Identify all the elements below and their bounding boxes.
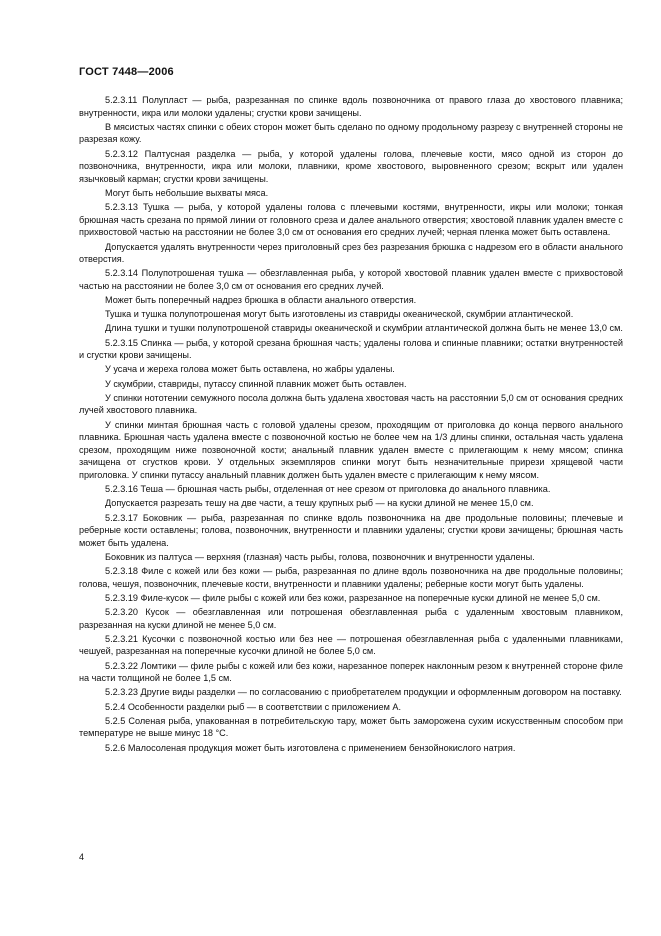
paragraph: У усача и жереха голова может быть оставлена, но жабры удалены.: [105, 364, 395, 375]
paragraph: 5.2.3.20 Кусок — обезглавленная или потрошеная обезглавленная рыба с удаленным хвостовым плавником, разрезанная на куски длиной не менее 5,0 см.: [79, 607, 623, 630]
paragraph: Допускается разрезать тешу на две части, а тешу крупных рыб — на куски длиной не менее 15,0 см.: [105, 498, 534, 509]
paragraph: 5.2.3.23 Другие виды разделки — по согласованию с приобретателем продукции и оформленным договором на поставку.: [105, 687, 622, 698]
paragraph: 5.2.3.11 Полупласт — рыба, разрезанная по спинке вдоль позвоночника от правого глаза до хвостового плавника; внутренности, икра или молоки удалены; сгустки крови зачищены.: [79, 95, 623, 118]
paragraph: 5.2.3.13 Тушка — рыба, у которой удалены голова с плечевыми костями, внутренности, икры или молоки; тонкая брюшная часть срезана по прямой линии от головного среза и далее анального отверстия; хвостовой плавник удален вместе с прихвостовой частью на расстоянии не более 3,0 см от основания его средних лучей; черная пленка может быть оставлена.: [79, 202, 623, 238]
page-number: 4: [79, 852, 85, 862]
paragraph: Длина тушки и тушки полупотрошеной ставриды океанической и скумбрии атлантической должна быть не менее 13,0 см.: [105, 323, 623, 334]
paragraph: В мясистых частях спинки с обеих сторон может быть сделано по одному продольному разрезу с внутренней стороны не разрезая кожу.: [79, 121, 623, 145]
paragraph: Могут быть небольшие выхваты мяса.: [105, 187, 269, 198]
paragraph: У скумбрии, ставриды, путассу спинной плавник может быть оставлен.: [105, 378, 407, 389]
paragraph: У спинки нототении семужного посола должна быть удалена хвостовая часть на расстоянии 5,0 см от основания средних лучей хвостового плавника.: [79, 392, 623, 416]
paragraph: 5.2.6 Малосоленая продукция может быть изготовлена с применением бензойнокислого натрия.: [105, 742, 516, 753]
paragraph: 5.2.3.12 Палтусная разделка — рыба, у которой удалены голова, плечевые кости, мясо одной из сторон до позвоночника, внутренности, икра или молоки, плавники, кроме хвостового, выровненного срезом; вскрыт или удален язычковый карман; сгустки крови зачищены.: [79, 148, 623, 184]
paragraph: 5.2.3.17 Боковник — рыба, разрезанная по спинке вдоль позвоночника на две продольные половины; плечевые и реберные кости оставлены; голова, позвоночник, внутренности и плавники удалены; сгустки крови зачищены; брюшная часть может быть удалена.: [79, 512, 623, 548]
paragraph: 5.2.3.21 Кусочки с позвоночной костью или без нее — потрошеная обезглавленная рыба с удаленными плавниками, чешуей, разрезанная на поперечные кусочки длиной не более 5,0 см.: [79, 633, 623, 657]
paragraph: У спинки минтая брюшная часть с головой удалены срезом, проходящим от приголовка до конца первого анального плавника. Брюшная часть удалена вместе с позвоночной костью не более чем на 1/3 длины спинки, остальная часть удалена срезом, проходящим ниже позвоночной кости; анальный плавник удален вместе с прилегающим к нему мясом; спинка зачищена от сгустков крови. У отдельных экземпляров спинки могут быть незначительные прирези хрящевой части приголовка. У спинки путассу анальный плавник должен быть удален вместе с прилегающим к нему мясом.: [79, 419, 623, 480]
paragraph: Тушка и тушка полупотрошеная могут быть изготовлены из ставриды океанической, скумбрии атлантической.: [105, 309, 574, 320]
paragraph: 5.2.3.18 Филе с кожей или без кожи — рыба, разрезанная по длине вдоль позвоночника на две продольные половины; голова, чешуя, позвоночник, плечевые кости, внутренности и плавники удалены; реберные кости могут быть удалены.: [79, 566, 623, 589]
paragraph: 5.2.4 Особенности разделки рыб — в соответствии с приложением А.: [105, 701, 402, 712]
paragraph: 5.2.3.15 Спинка — рыба, у которой срезана брюшная часть; удалены голова и спинные плавники; остатки внутренностей и сгустки крови зачищены.: [79, 337, 623, 361]
paragraph: 5.2.3.16 Теша — брюшная часть рыбы, отделенная от нее срезом от приголовка до анального плавника.: [105, 484, 551, 495]
paragraph: 5.2.3.19 Филе-кусок — филе рыбы с кожей или без кожи, разрезанное на поперечные куски длиной не менее 5,0 см.: [105, 592, 601, 603]
paragraph: Боковник из палтуса — верхняя (глазная) часть рыбы, голова, позвоночник и внутренности удалены.: [105, 551, 535, 562]
paragraph: 5.2.3.22 Ломтики — филе рыбы с кожей или без кожи, нарезанное поперек наклонным резом к внутренней стороне филе на части толщиной не более 1,5 см.: [79, 660, 623, 684]
paragraph: Допускается удалять внутренности через приголовный срез без разрезания брюшка с надрезом его в области анального отверстия.: [79, 241, 623, 265]
paragraph: 5.2.3.14 Полупотрошеная тушка — обезглавленная рыба, у которой хвостовой плавник удален вместе с прихвостовой частью на расстоянии не более 3,0 см от основания его средних лучей.: [79, 268, 623, 291]
document-header: ГОСТ 7448—2006: [79, 66, 174, 78]
paragraph: Может быть поперечный надрез брюшка в области анального отверстия.: [105, 295, 417, 306]
paragraph: 5.2.5 Соленая рыба, упакованная в потребительскую тару, может быть заморожена сухим искусственным способом при температуре не выше минус 18 °С.: [79, 715, 623, 739]
document-body: [79, 94, 623, 754]
